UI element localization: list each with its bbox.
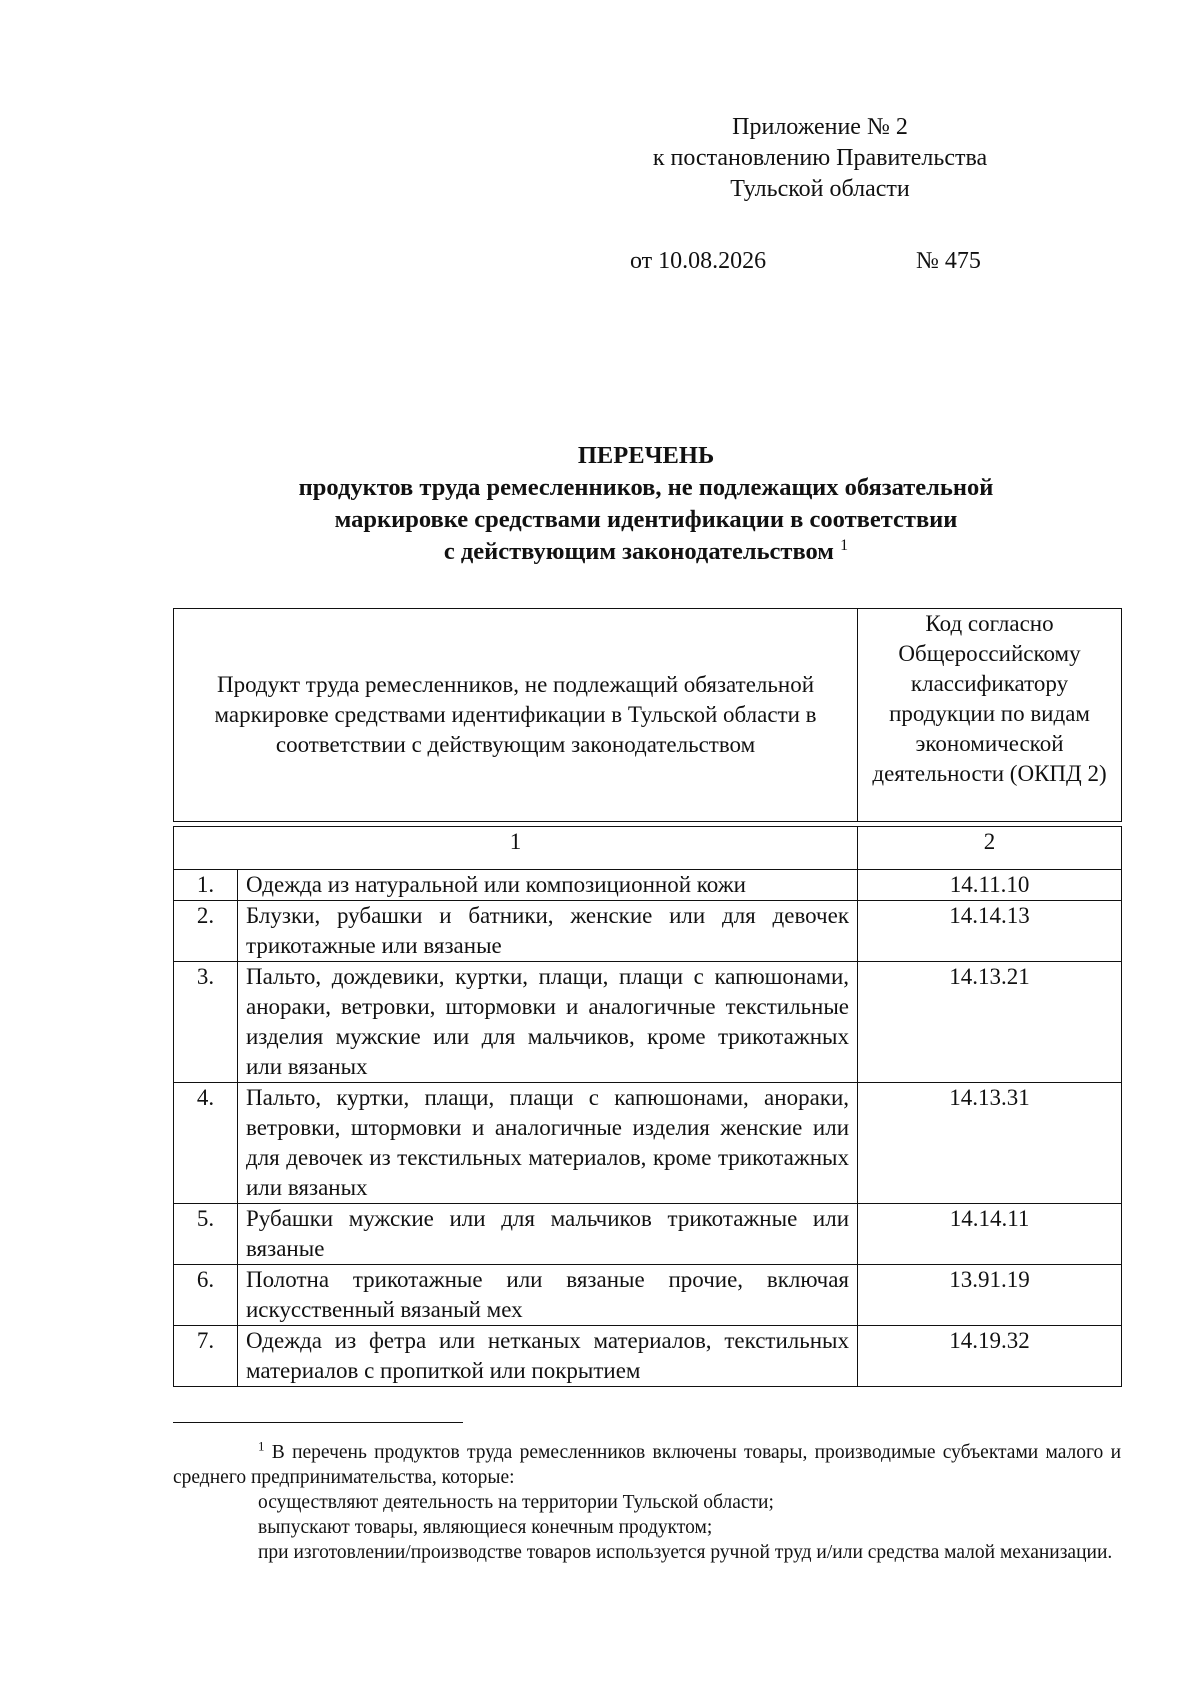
appendix-line-1: Приложение № 2 xyxy=(732,114,908,140)
row-okpd-code: 14.13.21 xyxy=(858,962,1122,1083)
column-number-2: 2 xyxy=(858,827,1122,870)
row-index: 5. xyxy=(174,1204,238,1265)
decree-number: № 475 xyxy=(916,248,981,274)
header-code: Код согласно Общероссийскому классификатору продукции по видам экономической деятельности (ОКПД 2) xyxy=(858,609,1122,822)
row-okpd-code: 13.91.19 xyxy=(858,1265,1122,1326)
table-row xyxy=(174,1204,1122,1265)
footnote-intro-text: В перечень продуктов труда ремесленников включены товары, производимые субъектами малого и среднего предпринимательства, которые: xyxy=(173,1442,1122,1488)
header-product: Продукт труда ремесленников, не подлежащий обязательной маркировке средствами идентификации в Тульской области в соответствии с действующим законодательством xyxy=(174,609,858,822)
table-row xyxy=(174,1326,1122,1387)
row-okpd-code: 14.11.10 xyxy=(858,870,1122,901)
row-product-name: Блузки, рубашки и батники, женские или для девочек трикотажные или вязаные xyxy=(238,901,858,962)
appendix-line-2: к постановлению Правительства xyxy=(652,145,988,171)
appendix-heading xyxy=(600,112,1040,205)
row-index: 7. xyxy=(174,1326,238,1387)
title-main: ПЕРЕЧЕНЬ xyxy=(577,442,715,469)
row-okpd-code: 14.19.32 xyxy=(858,1326,1122,1387)
row-index: 3. xyxy=(174,962,238,1083)
table-body xyxy=(174,870,1122,1387)
table-row xyxy=(174,962,1122,1083)
column-number-row xyxy=(174,827,1122,870)
row-index: 6. xyxy=(174,1265,238,1326)
title-line-3 xyxy=(172,536,1120,568)
appendix-line-3: Тульской области xyxy=(730,176,910,202)
row-product-name: Одежда из натуральной или композиционной кожи xyxy=(238,870,858,901)
row-okpd-code: 14.13.31 xyxy=(858,1083,1122,1204)
title-line-2: маркировке средствами идентификации в соответствии xyxy=(334,506,958,533)
row-okpd-code: 14.14.13 xyxy=(858,901,1122,962)
footnote-intro xyxy=(173,1440,1121,1490)
footnote-item-3: при изготовлении/производстве товаров используется ручной труд и/или средства малой механизации. xyxy=(258,1542,1113,1563)
products-table xyxy=(173,608,1122,1387)
column-number-1: 1 xyxy=(174,827,858,870)
row-index: 2. xyxy=(174,901,238,962)
table-row xyxy=(174,1083,1122,1204)
title-line-1: продуктов труда ремесленников, не подлежащих обязательной xyxy=(298,474,994,501)
row-index: 1. xyxy=(174,870,238,901)
footnote-mark: 1 xyxy=(258,1438,265,1454)
table-row xyxy=(174,901,1122,962)
table-header-row xyxy=(174,609,1122,822)
row-okpd-code: 14.14.11 xyxy=(858,1204,1122,1265)
table-row xyxy=(174,1265,1122,1326)
footnote-separator xyxy=(173,1422,463,1423)
row-product-name: Пальто, дождевики, куртки, плащи, плащи с капюшонами, анораки, ветровки, штормовки и аналогичные текстильные изделия мужские или для мальчиков, кроме трикотажных или вязаных xyxy=(238,962,858,1083)
document-title xyxy=(172,440,1120,568)
row-index: 4. xyxy=(174,1083,238,1204)
table-row xyxy=(174,870,1122,901)
title-line-3-text: с действующим законодательством xyxy=(443,538,834,565)
footnote xyxy=(173,1440,1121,1565)
title-footnote-mark: 1 xyxy=(840,536,849,554)
footnote-item-2: выпускают товары, являющиеся конечным продуктом; xyxy=(258,1517,713,1538)
row-product-name: Рубашки мужские или для мальчиков трикотажные или вязаные xyxy=(238,1204,858,1265)
row-product-name: Одежда из фетра или нетканых материалов, текстильных материалов с пропиткой или покрытием xyxy=(238,1326,858,1387)
decree-date: от 10.08.2026 xyxy=(630,248,767,274)
row-product-name: Пальто, куртки, плащи, плащи с капюшонами, анораки, ветровки, штормовки и аналогичные изделия женские или для девочек из текстильных материалов, кроме трикотажных или вязаных xyxy=(238,1083,858,1204)
footnote-item-1: осуществляют деятельность на территории Тульской области; xyxy=(258,1492,774,1513)
row-product-name: Полотна трикотажные или вязаные прочие, включая искусственный вязаный мех xyxy=(238,1265,858,1326)
